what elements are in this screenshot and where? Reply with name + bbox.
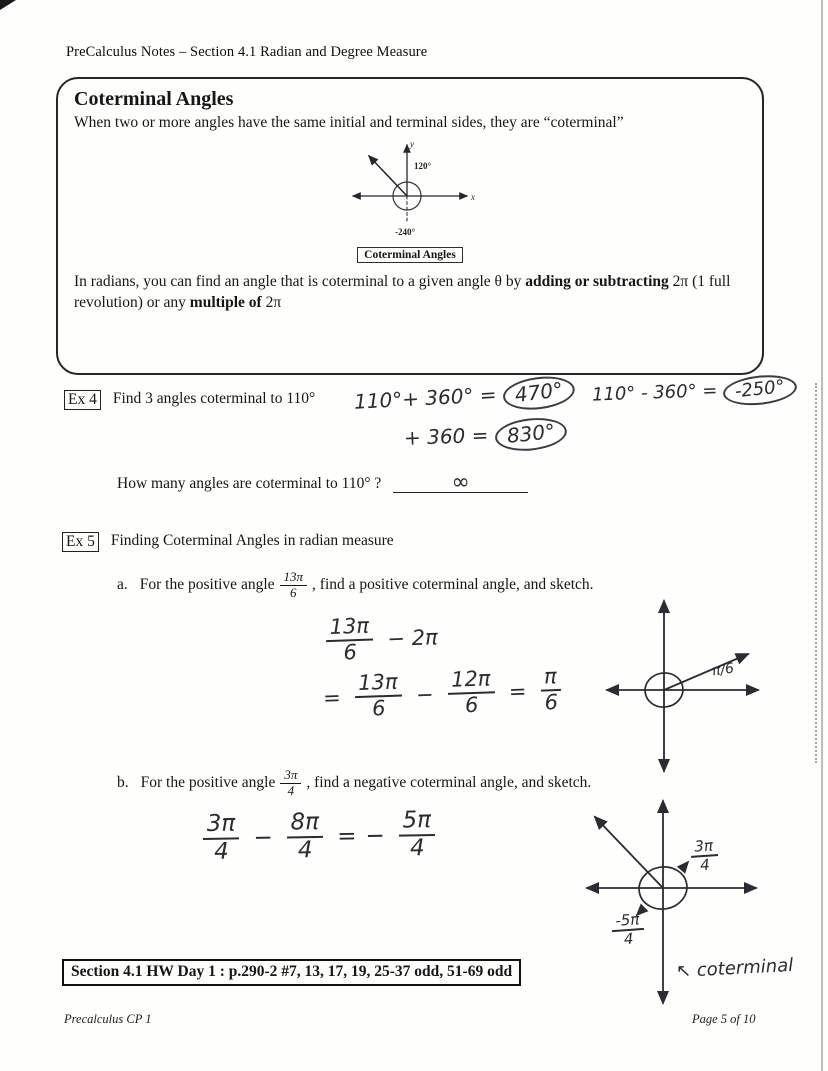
ex5a-handwritten-work (320, 608, 567, 722)
minus-sign: − (253, 824, 273, 851)
handwritten-fraction: $\frac{12\pi}{6}$ (447, 667, 496, 718)
ex4-row (64, 390, 315, 410)
ex5-prompt: Finding Coterminal Angles in radian measure (110, 532, 394, 549)
equals-sign: = (508, 678, 527, 704)
diagram-y-label: y (409, 139, 414, 149)
page-header: PreCalculus Notes – Section 4.1 Radian and Degree Measure (66, 44, 428, 60)
radians-text-2: 2π (1 full revolution) or any (74, 273, 731, 311)
handwritten-fraction: $\frac{\pi}{6}$ (540, 665, 562, 715)
fraction-numerator: 3π (280, 768, 301, 784)
ex5a-prompt-after: , find a positive coterminal angle, and sketch. (312, 576, 594, 594)
diagram-positive-angle-label: 120° (413, 161, 431, 171)
ex4-handwritten-work-2 (403, 417, 567, 455)
notes-title: Coterminal Angles (74, 88, 234, 110)
ex5a-minus-2pi: − 2π (386, 624, 439, 651)
fraction-denominator: 4 (287, 782, 295, 798)
up-left-arrow-icon: ↖ (675, 960, 692, 983)
minus-sign: − (365, 822, 386, 849)
ex4-answer-infinity: ∞ (451, 470, 470, 495)
coterminal-diagram (295, 136, 525, 263)
radians-text-3: 2π (261, 293, 282, 311)
handwritten-fraction: $\frac{13\pi}{6}$ (354, 671, 403, 722)
ex4-question-line (117, 470, 528, 493)
ex5a-sketch-figure (598, 596, 768, 776)
handwritten-fraction: $\frac{13\pi}{6}$ (325, 614, 374, 665)
ex5b-work-line (198, 808, 441, 866)
diagram-terminal-side-arrow (369, 156, 407, 196)
ex5b-printed-fraction (280, 768, 301, 798)
ex5b-handwritten-work (198, 808, 441, 866)
ex5a-sketch (598, 596, 768, 781)
sketch-a-terminal-side-arrow (664, 654, 748, 690)
ex5a-work-line-2 (322, 665, 567, 722)
ex4-work1-expression: 110°+ 360° = (353, 382, 498, 414)
ex4-question: How many angles are coterminal to 110° ? (117, 475, 382, 492)
footer-page-number: Page 5 of 10 (692, 1012, 756, 1026)
ex5a-prompt-before: For the positive angle (139, 576, 275, 594)
ex5a-work-line-1 (320, 608, 565, 665)
notes-intro: When two or more angles have the same initial and terminal sides, they are “coterminal” (74, 114, 624, 131)
coterminal-notes-box (56, 77, 764, 375)
equals-sign: = (322, 685, 342, 710)
ex5b-prompt-before: For the positive angle (140, 774, 276, 792)
diagram-caption: Coterminal Angles (357, 247, 463, 263)
ex4-work1-answer-circled: 470° (501, 373, 577, 414)
sketch-b-negative-angle-label: $\frac{-5\pi}{4}$ (611, 911, 645, 949)
handwritten-fraction: $\frac{3\pi}{4}$ (203, 811, 240, 865)
homework-assignment-box: Section 4.1 HW Day 1 : p.290-2 #7, 13, 17, 19, 25-37 odd, 51-69 odd (62, 959, 521, 986)
sketch-b-positive-angle-label: $\frac{3\pi}{4}$ (690, 837, 719, 874)
ex5a-item-letter: a. (117, 576, 128, 594)
radians-bold-2: multiple of (189, 293, 262, 311)
sketch-b-direction-arrow-upper (682, 862, 688, 869)
coterminal-note-text: coterminal (696, 954, 794, 981)
diagram-x-label: x (470, 192, 475, 202)
footer-course-name: Precalculus CP 1 (64, 1012, 152, 1026)
ex4-prompt: Find 3 angles coterminal to 110° (112, 390, 316, 407)
ex4-work2-expression: + 360 = (403, 422, 489, 450)
fraction-denominator: 6 (290, 584, 297, 600)
handwritten-fraction: $\frac{5\pi}{4}$ (398, 808, 435, 862)
ex4-work2-answer-circled: 830° (493, 415, 568, 454)
ex5-row (62, 532, 394, 552)
sketch-a-angle-label: π/6 (710, 660, 736, 680)
ex4-label: Ex 4 (64, 390, 101, 410)
ex5a-prompt-line (117, 570, 594, 600)
fraction-numerator: 13π (280, 570, 308, 586)
ex5b-prompt-line (117, 768, 591, 798)
scan-corner-artifact (0, 0, 16, 10)
scan-dotted-line (815, 383, 817, 763)
radians-text-1: In radians, you can find an angle that is coterminal to a given angle θ by (74, 273, 526, 290)
ex4-handwritten-work-1 (353, 375, 575, 419)
ex5a-printed-fraction (280, 570, 308, 600)
ex5-label: Ex 5 (62, 532, 99, 552)
equals-sign: = (337, 823, 357, 850)
ex4-answer-blank (393, 470, 528, 493)
radians-paragraph (74, 272, 746, 314)
ex5b-item-letter: b. (117, 774, 129, 792)
radians-bold-1: adding or subtracting (525, 273, 669, 290)
ex4-work3-answer-circled: -250° (722, 372, 798, 409)
coterminal-diagram-figure (343, 136, 478, 240)
ex4-handwritten-work-3 (592, 374, 798, 410)
minus-sign: − (415, 681, 435, 707)
scan-edge-line (821, 0, 823, 1071)
sketch-b-terminal-side-arrow (595, 817, 663, 888)
handwritten-fraction: $\frac{8\pi}{4}$ (286, 810, 323, 864)
ex4-work3-expression: 110° - 360° = (591, 380, 718, 406)
diagram-negative-angle-label: -240° (394, 227, 415, 237)
ex5b-prompt-after: , find a negative coterminal angle, and sketch. (306, 774, 592, 792)
